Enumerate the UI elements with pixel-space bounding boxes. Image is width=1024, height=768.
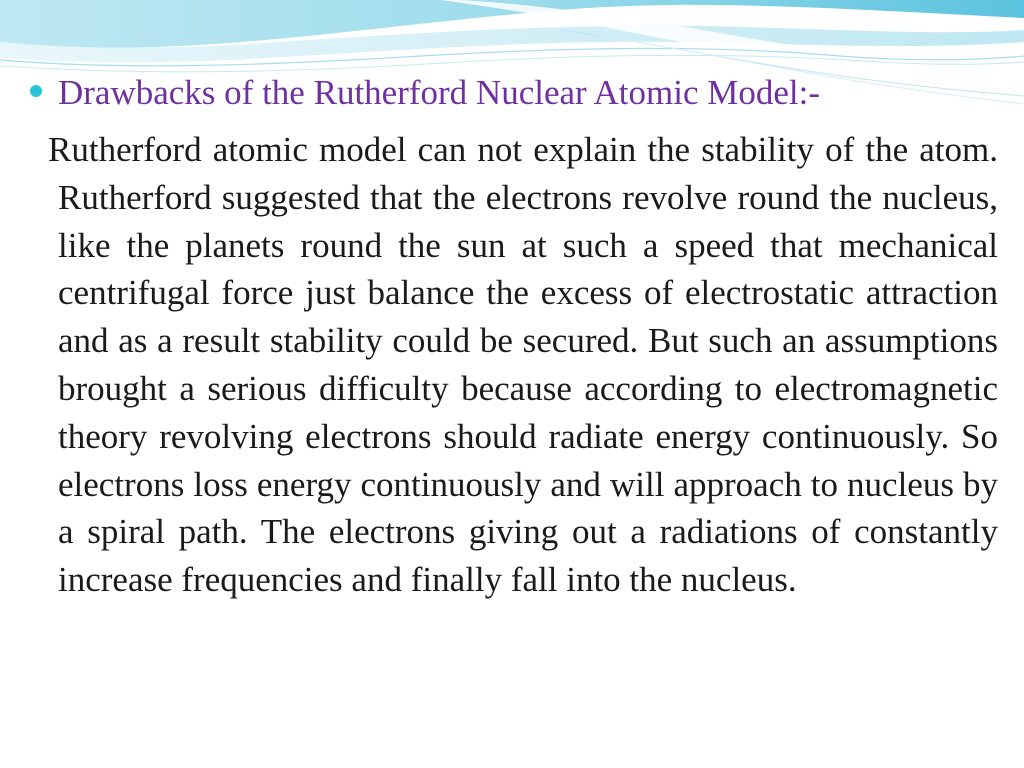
bullet-icon [30,85,42,97]
slide-heading: Drawbacks of the Rutherford Nuclear Atomic Model:- [58,73,820,112]
slide-body-text: Rutherford atomic model can not explain the stability of the atom. Rutherford suggested that the electrons revolve round the nucleus, like the planets round the sun at such a speed that mechanical centrifugal force just balance the excess of electrostatic attraction and as a result stability could be secured. But such an assumptions brought a serious difficulty because according to electromagnetic theory revolving electrons should radiate energy continuously. So electrons loss energy continuously and will approach to nucleus by a spiral path. The electrons giving out a radiations of constantly increase frequencies and finally fall into the nucleus. [48,130,998,600]
